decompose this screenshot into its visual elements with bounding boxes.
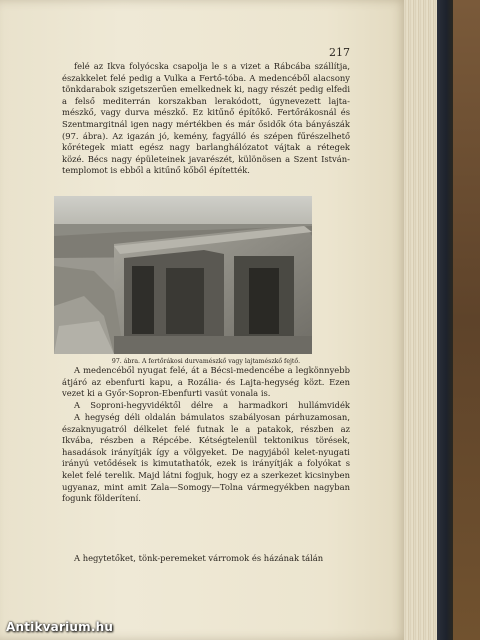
paragraph-5: A hegytetőket, tönk-peremeket várromok és házának tálán: [74, 553, 324, 563]
paragraph-2: A medencéből nyugat felé, át a Bécsi-medencébe a legkönnyebb átjáró az ebenfurti kapu, a Rozália- és Lajta-hegység közt. Ezen vezet ki a Győr-Sopron-Ebenfurti vasút vonala is.: [62, 365, 350, 399]
figure-caption: 97. ábra. A fertőrákosi durvamészkő vagy lajtamészkő fejtő.: [111, 358, 301, 365]
paragraph-3: A Soproni-hegyvidéktől délre a harmadkori hullámvidék: [74, 400, 350, 410]
quarry-photo: [54, 196, 312, 354]
book-cover-edge: [437, 0, 453, 640]
page-number: 217: [329, 46, 350, 59]
paragraph-4: A hegység déli oldalán bámulatos szabályosan párhuzamosan, északnyugatról délkelet felé futnak le a patakok, részben az Ikvába, részben a Répcébe. Kétségtelenül tektonikus törések, hasadások irányítják így a völgyeket. De nagyjából kelet-nyugati irányú vetődések is kimutathatók, ezek is irányítják a folyókat s kelet felé terelik. Majd látni fogjuk, hogy ez a szerkezet kicsinyben ugyanaz, mint amit Zala—Somogy—Tolna vármegyékben nagyban fogunk földerítení.: [62, 412, 350, 504]
desk-surface: [453, 0, 480, 640]
paragraph-1: felé az Ikva folyócska csapolja le s a vizet a Rábcába szállítja, északkelet felé pedig a Vulka a Fertő-tóba. A medencéből alacsony tönkdarabok szigetszerűen emelkednek ki, nagy részét pedig elfedi a felső mediterrán korszakban lerakódott, úgynevezett lajta-mészkő, vagy durva mészkő. Ez kitűnő építőkő. Fertőrákosnál és Szentmargitnál igen nagy mértékben és már ősidők óta bányászák (97. ábra). Az igazán jó, kemény, fagyálló és szépen fűrészelhető kőrétegek miatt egész nagy barlanghálózatot vájtak a rétegek közé. Bécs nagy épületeinek javarészét, különösen a Szent István-templomot is ebből a kitűnő kőből építették.: [62, 61, 350, 176]
quarry-illustration: [54, 196, 312, 354]
watermark-text: Antikvarium.hu: [6, 620, 114, 634]
